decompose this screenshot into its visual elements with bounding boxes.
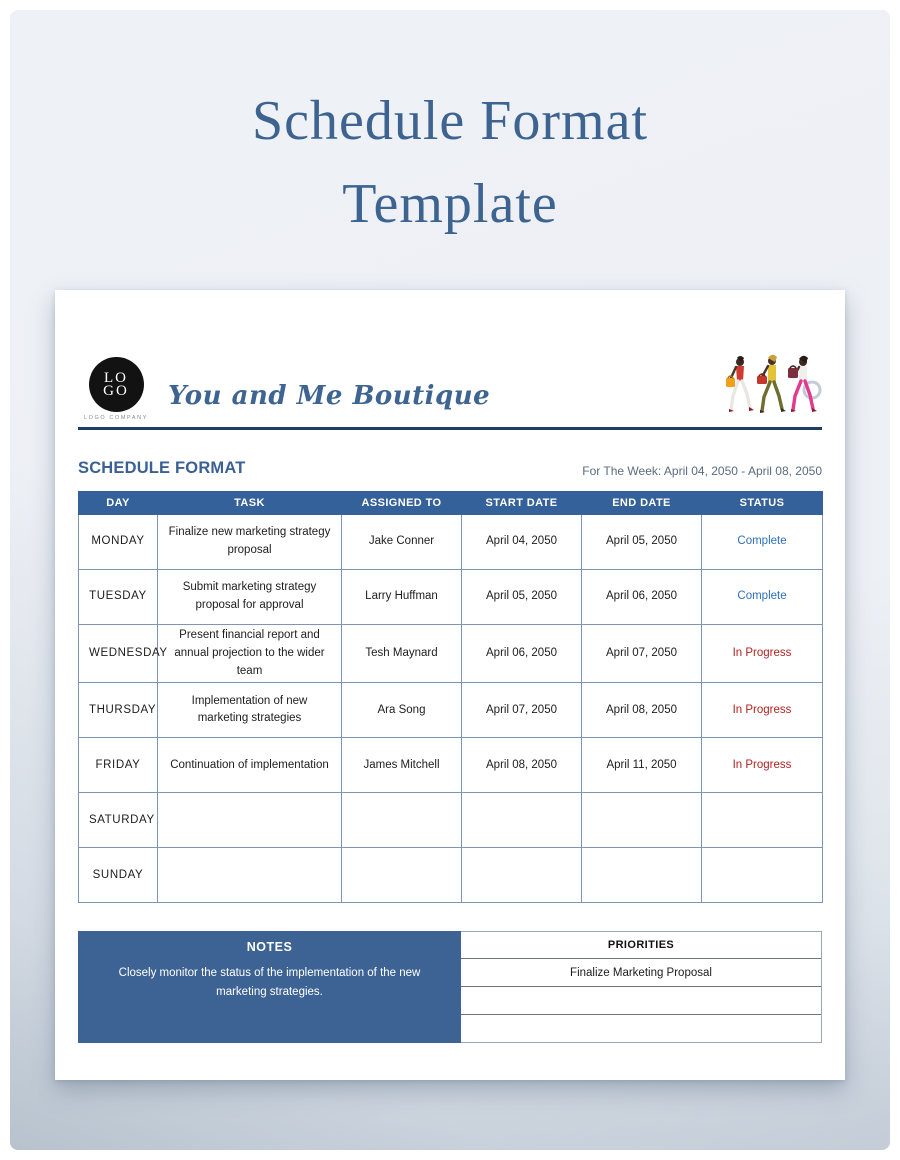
page-title-line2: Template [342, 173, 558, 235]
page-title [10, 80, 890, 246]
section-title: SCHEDULE FORMAT [78, 458, 246, 477]
end-date-cell: April 07, 2050 [582, 625, 702, 683]
start-date-cell [462, 848, 582, 903]
start-date-cell [462, 793, 582, 848]
table-row [79, 793, 823, 848]
day-cell: MONDAY [79, 515, 158, 570]
page-title-line1: Schedule Format [251, 90, 649, 152]
start-date-cell: April 06, 2050 [462, 625, 582, 683]
status-cell: Complete [702, 570, 823, 625]
notes-priorities-section [78, 931, 822, 1043]
assigned-cell: Larry Huffman [342, 570, 462, 625]
table-row [79, 683, 823, 738]
day-cell: FRIDAY [79, 738, 158, 793]
end-date-cell: April 05, 2050 [582, 515, 702, 570]
table-header-row [79, 492, 823, 515]
status-cell: In Progress [702, 683, 823, 738]
priorities-box [461, 931, 822, 1043]
status-cell [702, 793, 823, 848]
status-cell: In Progress [702, 738, 823, 793]
task-cell: Continuation of implementation [158, 738, 342, 793]
section-heading-row [78, 458, 822, 478]
assigned-cell: Ara Song [342, 683, 462, 738]
table-row [79, 625, 823, 683]
priorities-title: PRIORITIES [461, 932, 821, 959]
assigned-cell: James Mitchell [342, 738, 462, 793]
notes-body: Closely monitor the status of the implementation of the new marketing strategies. [118, 967, 421, 998]
status-cell: In Progress [702, 625, 823, 683]
assigned-cell: Jake Conner [342, 515, 462, 570]
logo-line1: LO [104, 369, 128, 386]
table-row [79, 515, 823, 570]
end-date-cell: April 06, 2050 [582, 570, 702, 625]
assigned-cell [342, 848, 462, 903]
table-row [79, 848, 823, 903]
table-row [79, 570, 823, 625]
schedule-document [55, 290, 845, 1080]
company-name: You and Me Boutique [168, 381, 491, 411]
notes-title: NOTES [246, 940, 293, 955]
task-cell: Finalize new marketing strategy proposal [158, 515, 342, 570]
schedule-table [78, 491, 823, 903]
document-header [78, 290, 822, 421]
priority-item [461, 987, 821, 1015]
column-header-end-date: END DATE [582, 492, 702, 515]
priority-item [461, 1015, 821, 1042]
column-header-assigned-to: ASSIGNED TO [342, 492, 462, 515]
shopping-women-illustration-icon [724, 354, 822, 421]
day-cell: SUNDAY [79, 848, 158, 903]
day-cell: SATURDAY [79, 793, 158, 848]
status-cell [702, 848, 823, 903]
end-date-cell: April 11, 2050 [582, 738, 702, 793]
page-background [10, 10, 890, 1150]
column-header-task: TASK [158, 492, 342, 515]
start-date-cell: April 05, 2050 [462, 570, 582, 625]
end-date-cell [582, 793, 702, 848]
task-cell: Submit marketing strategy proposal for approval [158, 570, 342, 625]
week-range-label: For The Week: April 04, 2050 - April 08, 2050 [582, 464, 822, 478]
task-cell: Implementation of new marketing strategies [158, 683, 342, 738]
task-cell: Present financial report and annual projection to the wider team [158, 625, 342, 683]
end-date-cell: April 08, 2050 [582, 683, 702, 738]
task-cell [158, 848, 342, 903]
table-row [79, 738, 823, 793]
column-header-start-date: START DATE [462, 492, 582, 515]
start-date-cell: April 04, 2050 [462, 515, 582, 570]
priority-item: Finalize Marketing Proposal [461, 959, 821, 987]
logo-line2: GO [103, 382, 129, 399]
assigned-cell: Tesh Maynard [342, 625, 462, 683]
start-date-cell: April 07, 2050 [462, 683, 582, 738]
day-cell: TUESDAY [79, 570, 158, 625]
column-header-status: STATUS [702, 492, 823, 515]
logo-caption: LOGO COMPANY [83, 415, 149, 421]
company-logo [78, 357, 154, 421]
end-date-cell [582, 848, 702, 903]
assigned-cell [342, 793, 462, 848]
day-cell: THURSDAY [79, 683, 158, 738]
task-cell [158, 793, 342, 848]
logo-mark-icon [89, 357, 144, 412]
day-cell: WEDNESDAY [79, 625, 158, 683]
column-header-day: DAY [79, 492, 158, 515]
status-cell: Complete [702, 515, 823, 570]
header-divider [78, 427, 822, 430]
notes-box [78, 931, 461, 1043]
start-date-cell: April 08, 2050 [462, 738, 582, 793]
